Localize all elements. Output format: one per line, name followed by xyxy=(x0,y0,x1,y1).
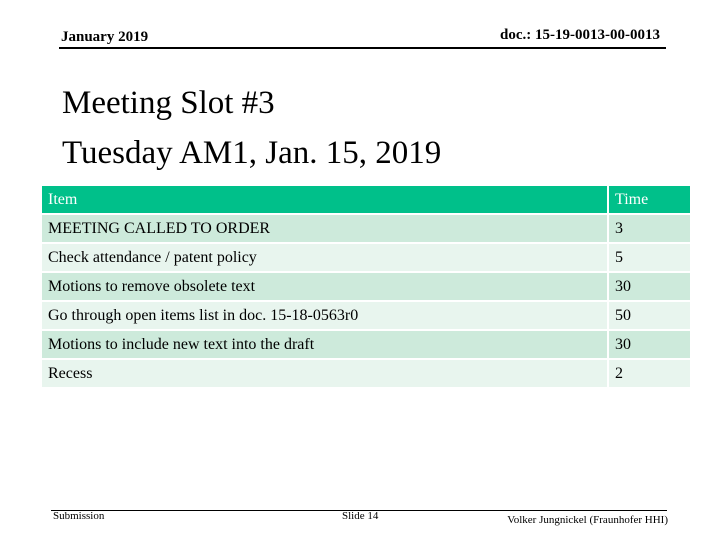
agenda-time: 50 xyxy=(607,302,690,331)
slide-title xyxy=(62,78,441,178)
table-row xyxy=(42,302,690,331)
title-line-1: Meeting Slot #3 xyxy=(62,85,275,121)
agenda-item: Motions to remove obsolete text xyxy=(42,273,607,302)
agenda-header-row xyxy=(42,186,690,215)
agenda-item: Check attendance / patent policy xyxy=(42,244,607,273)
table-row xyxy=(42,273,690,302)
table-row xyxy=(42,215,690,244)
table-row xyxy=(42,244,690,273)
header-doc-id: doc.: 15-19-0013-00-0013 xyxy=(500,27,660,43)
agenda-item: Go through open items list in doc. 15-18-0563r0 xyxy=(42,302,607,331)
footer-submission: Submission xyxy=(53,510,105,522)
header-date: January 2019 xyxy=(61,29,149,45)
agenda-time: 30 xyxy=(607,331,690,360)
agenda-time: 30 xyxy=(607,273,690,302)
header-divider xyxy=(59,47,666,49)
agenda-time: 2 xyxy=(607,360,690,389)
agenda-item: Motions to include new text into the draft xyxy=(42,331,607,360)
title-line-2: Tuesday AM1, Jan. 15, 2019 xyxy=(62,135,442,171)
column-header-item: Item xyxy=(42,186,607,215)
agenda-time: 3 xyxy=(607,215,690,244)
agenda-item: MEETING CALLED TO ORDER xyxy=(42,215,607,244)
column-header-time: Time xyxy=(607,186,690,215)
agenda-table xyxy=(42,186,690,389)
footer-slide-number: Slide 14 xyxy=(342,510,379,522)
agenda-item: Recess xyxy=(42,360,607,389)
table-row xyxy=(42,331,690,360)
table-row xyxy=(42,360,690,389)
footer-author: Volker Jungnickel (Fraunhofer HHI) xyxy=(507,514,668,526)
agenda-time: 5 xyxy=(607,244,690,273)
